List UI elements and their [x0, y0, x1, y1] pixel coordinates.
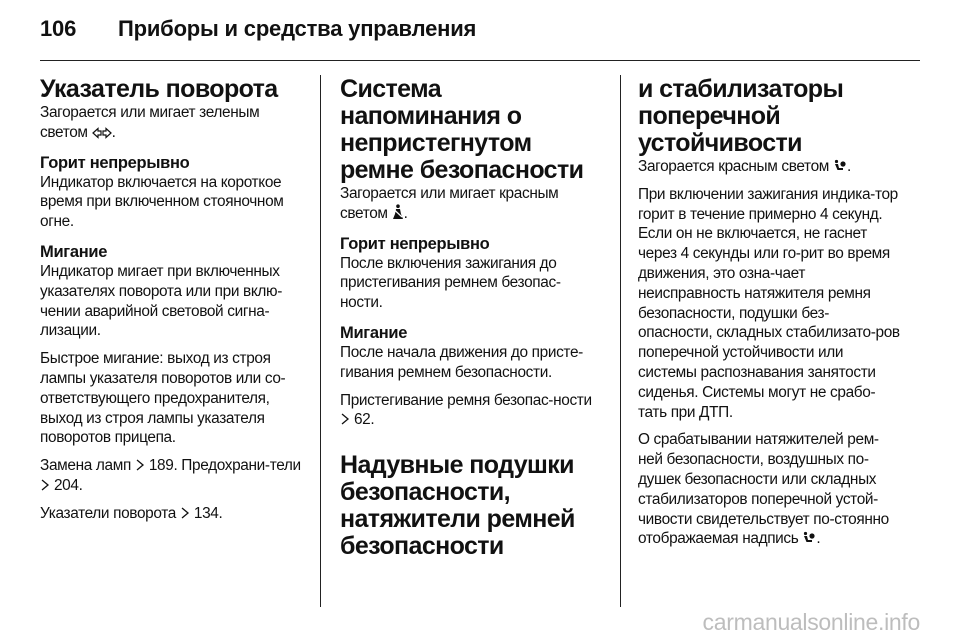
steady-text: Индикатор включается на короткое время при включенном стояночном огне.	[40, 173, 284, 231]
page-number: 106	[40, 16, 77, 41]
fast-blink-text: Быстрое мигание: выход из строя лампы указателя поворотов или со-ответствующего предохранителя, выход из строя лампы указателя поворотов прицепа.	[40, 350, 286, 447]
steady-text: После включения зажигания до пристегивания ремнем безопас-ности.	[340, 254, 561, 312]
column-1	[40, 76, 302, 532]
triggered-text: О срабатывании натяжителей рем-ней безопасности, воздушных по-душек безопасности или складных стабилизаторов поперечной устой-чивости свидетельствует по-стоянно отображаемая надпись .	[638, 431, 889, 548]
airbag-icon	[833, 159, 847, 173]
watermark: carmanualsonline.info	[702, 609, 920, 635]
column-divider-2	[620, 75, 621, 607]
page-reference-arrow-icon	[135, 459, 145, 471]
column-2	[340, 76, 602, 560]
lamp-fuse-reference: Замена ламп 189. Предохрани-тели 204.	[40, 457, 301, 494]
subheading-blink: Мигание	[340, 323, 408, 342]
subheading-blink: Мигание	[40, 242, 108, 261]
page-header	[40, 16, 476, 50]
airbag-icon	[802, 531, 816, 545]
subheading-steady: Горит непрерывно	[340, 234, 490, 253]
page-reference-arrow-icon	[340, 413, 350, 425]
section-heading-seat-belt-reminder: Система напоминания о непристегнутом ремне безопасности	[340, 75, 584, 184]
blink-text: Индикатор мигает при включенных указателях поворота или при вклю-чении аварийной световой сигна-лизации.	[40, 262, 282, 340]
subheading-steady: Горит непрерывно	[40, 153, 190, 172]
column-3	[638, 76, 900, 557]
belt-text: Загорается или мигает красным светом .	[340, 185, 559, 222]
seat-belt-icon	[392, 204, 404, 220]
page-title: Приборы и средства управления	[118, 16, 477, 41]
column-divider-1	[320, 75, 321, 607]
turn-signal-reference: Указатели поворота 134.	[40, 504, 223, 522]
buckle-reference: Пристегивание ремня безопас-ности 62.	[340, 391, 592, 429]
ignition-text: При включении зажигания индика-тор горит в течение примерно 4 секунд. Если он не включается, не гаснет через 4 секунды или го-рит во время движения, это озна-чает неисправность натяжителя ремня безопасности, подушки без-опасности, складных стабилизато-ров поперечной устойчивости или системы распознавания занятости сиденья. Системы могут не срабо-тать при ДТП.	[638, 185, 900, 421]
section-heading-airbags: Надувные подушки безопасности, натяжители ремней безопасности	[340, 451, 575, 561]
section-heading-turn-signal: Указатель поворота	[40, 75, 278, 103]
header-divider	[40, 60, 920, 61]
page-reference-arrow-icon	[40, 479, 50, 491]
blink-text: После начала движения до присте-гивания ремнем безопасности.	[340, 343, 583, 381]
airbag-light-text: Загорается красным светом .	[638, 158, 851, 175]
page-reference-arrow-icon	[180, 507, 190, 519]
turn-signal-text: Загорается или мигает зеленым светом .	[40, 104, 260, 141]
section-heading-continued: и стабилизаторы поперечной устойчивости	[638, 75, 844, 157]
turn-signal-arrows-icon	[92, 127, 112, 139]
